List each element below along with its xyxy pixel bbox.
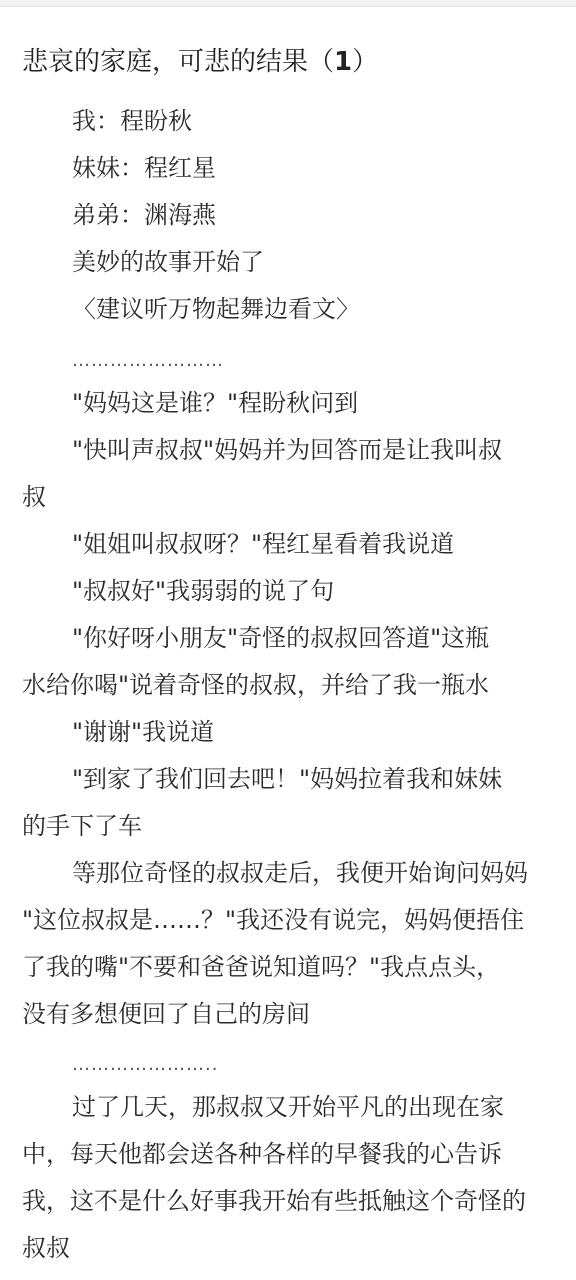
title-number: 1 bbox=[334, 47, 353, 77]
paragraph-line: 妹妹：程红星 bbox=[72, 154, 216, 182]
paragraph-line: 的手下了车 bbox=[22, 812, 142, 840]
paragraph-line: "到家了我们回去吧！"妈妈拉着我和妹妹 bbox=[72, 765, 503, 793]
paragraph-line: 了我的嘴"不要和爸爸说知道吗？"我点点头， bbox=[22, 953, 501, 981]
paragraph-line: "姐姐叫叔叔呀？"程红星看着我说道 bbox=[72, 530, 455, 558]
paragraph-line: "妈妈这是谁？"程盼秋问到 bbox=[72, 389, 359, 417]
paragraph-line: "谢谢"我说道 bbox=[72, 718, 215, 746]
paragraph-line: 中，每天他都会送各种各样的早餐我的心告诉 bbox=[22, 1140, 502, 1168]
paragraph-line: 没有多想便回了自己的房间 bbox=[22, 1000, 310, 1028]
paragraph-line: 水给你喝"说着奇怪的叔叔，并给了我一瓶水 bbox=[22, 671, 490, 699]
paragraph-line: "你好呀小朋友"奇怪的叔叔回答道"这瓶 bbox=[72, 624, 490, 652]
paragraph-line: "快叫声叔叔"妈妈并为回答而是让我叫叔 bbox=[72, 436, 503, 464]
paragraph-line: 叔 bbox=[22, 483, 46, 511]
title-close: ） bbox=[352, 47, 379, 77]
paragraph-line: 叔叔 bbox=[22, 1234, 70, 1262]
paragraph-line: 我：程盼秋 bbox=[72, 107, 192, 135]
paragraph-line: 〈建议听万物起舞边看文〉 bbox=[72, 295, 360, 323]
paragraph-line: 弟弟：渊海燕 bbox=[72, 201, 216, 229]
article-title bbox=[22, 42, 378, 82]
paragraph-line: 过了几天，那叔叔又开始平凡的出现在家 bbox=[72, 1093, 504, 1121]
paragraph-line: "叔叔好"我弱弱的说了句 bbox=[72, 577, 335, 605]
section-separator: ………………….. bbox=[72, 1054, 219, 1075]
paragraph-line: 等那位奇怪的叔叔走后，我便开始询问妈妈 bbox=[72, 859, 528, 887]
section-separator: …………………… bbox=[72, 350, 224, 371]
title-text: 悲哀的家庭，可悲的结果（ bbox=[22, 47, 335, 77]
paragraph-line: "这位叔叔是……？"我还没有说完，妈妈便捂住 bbox=[22, 906, 525, 934]
paragraph-line: 美妙的故事开始了 bbox=[72, 248, 264, 276]
paragraph-line: 我，这不是什么好事我开始有些抵触这个奇怪的 bbox=[22, 1187, 526, 1215]
